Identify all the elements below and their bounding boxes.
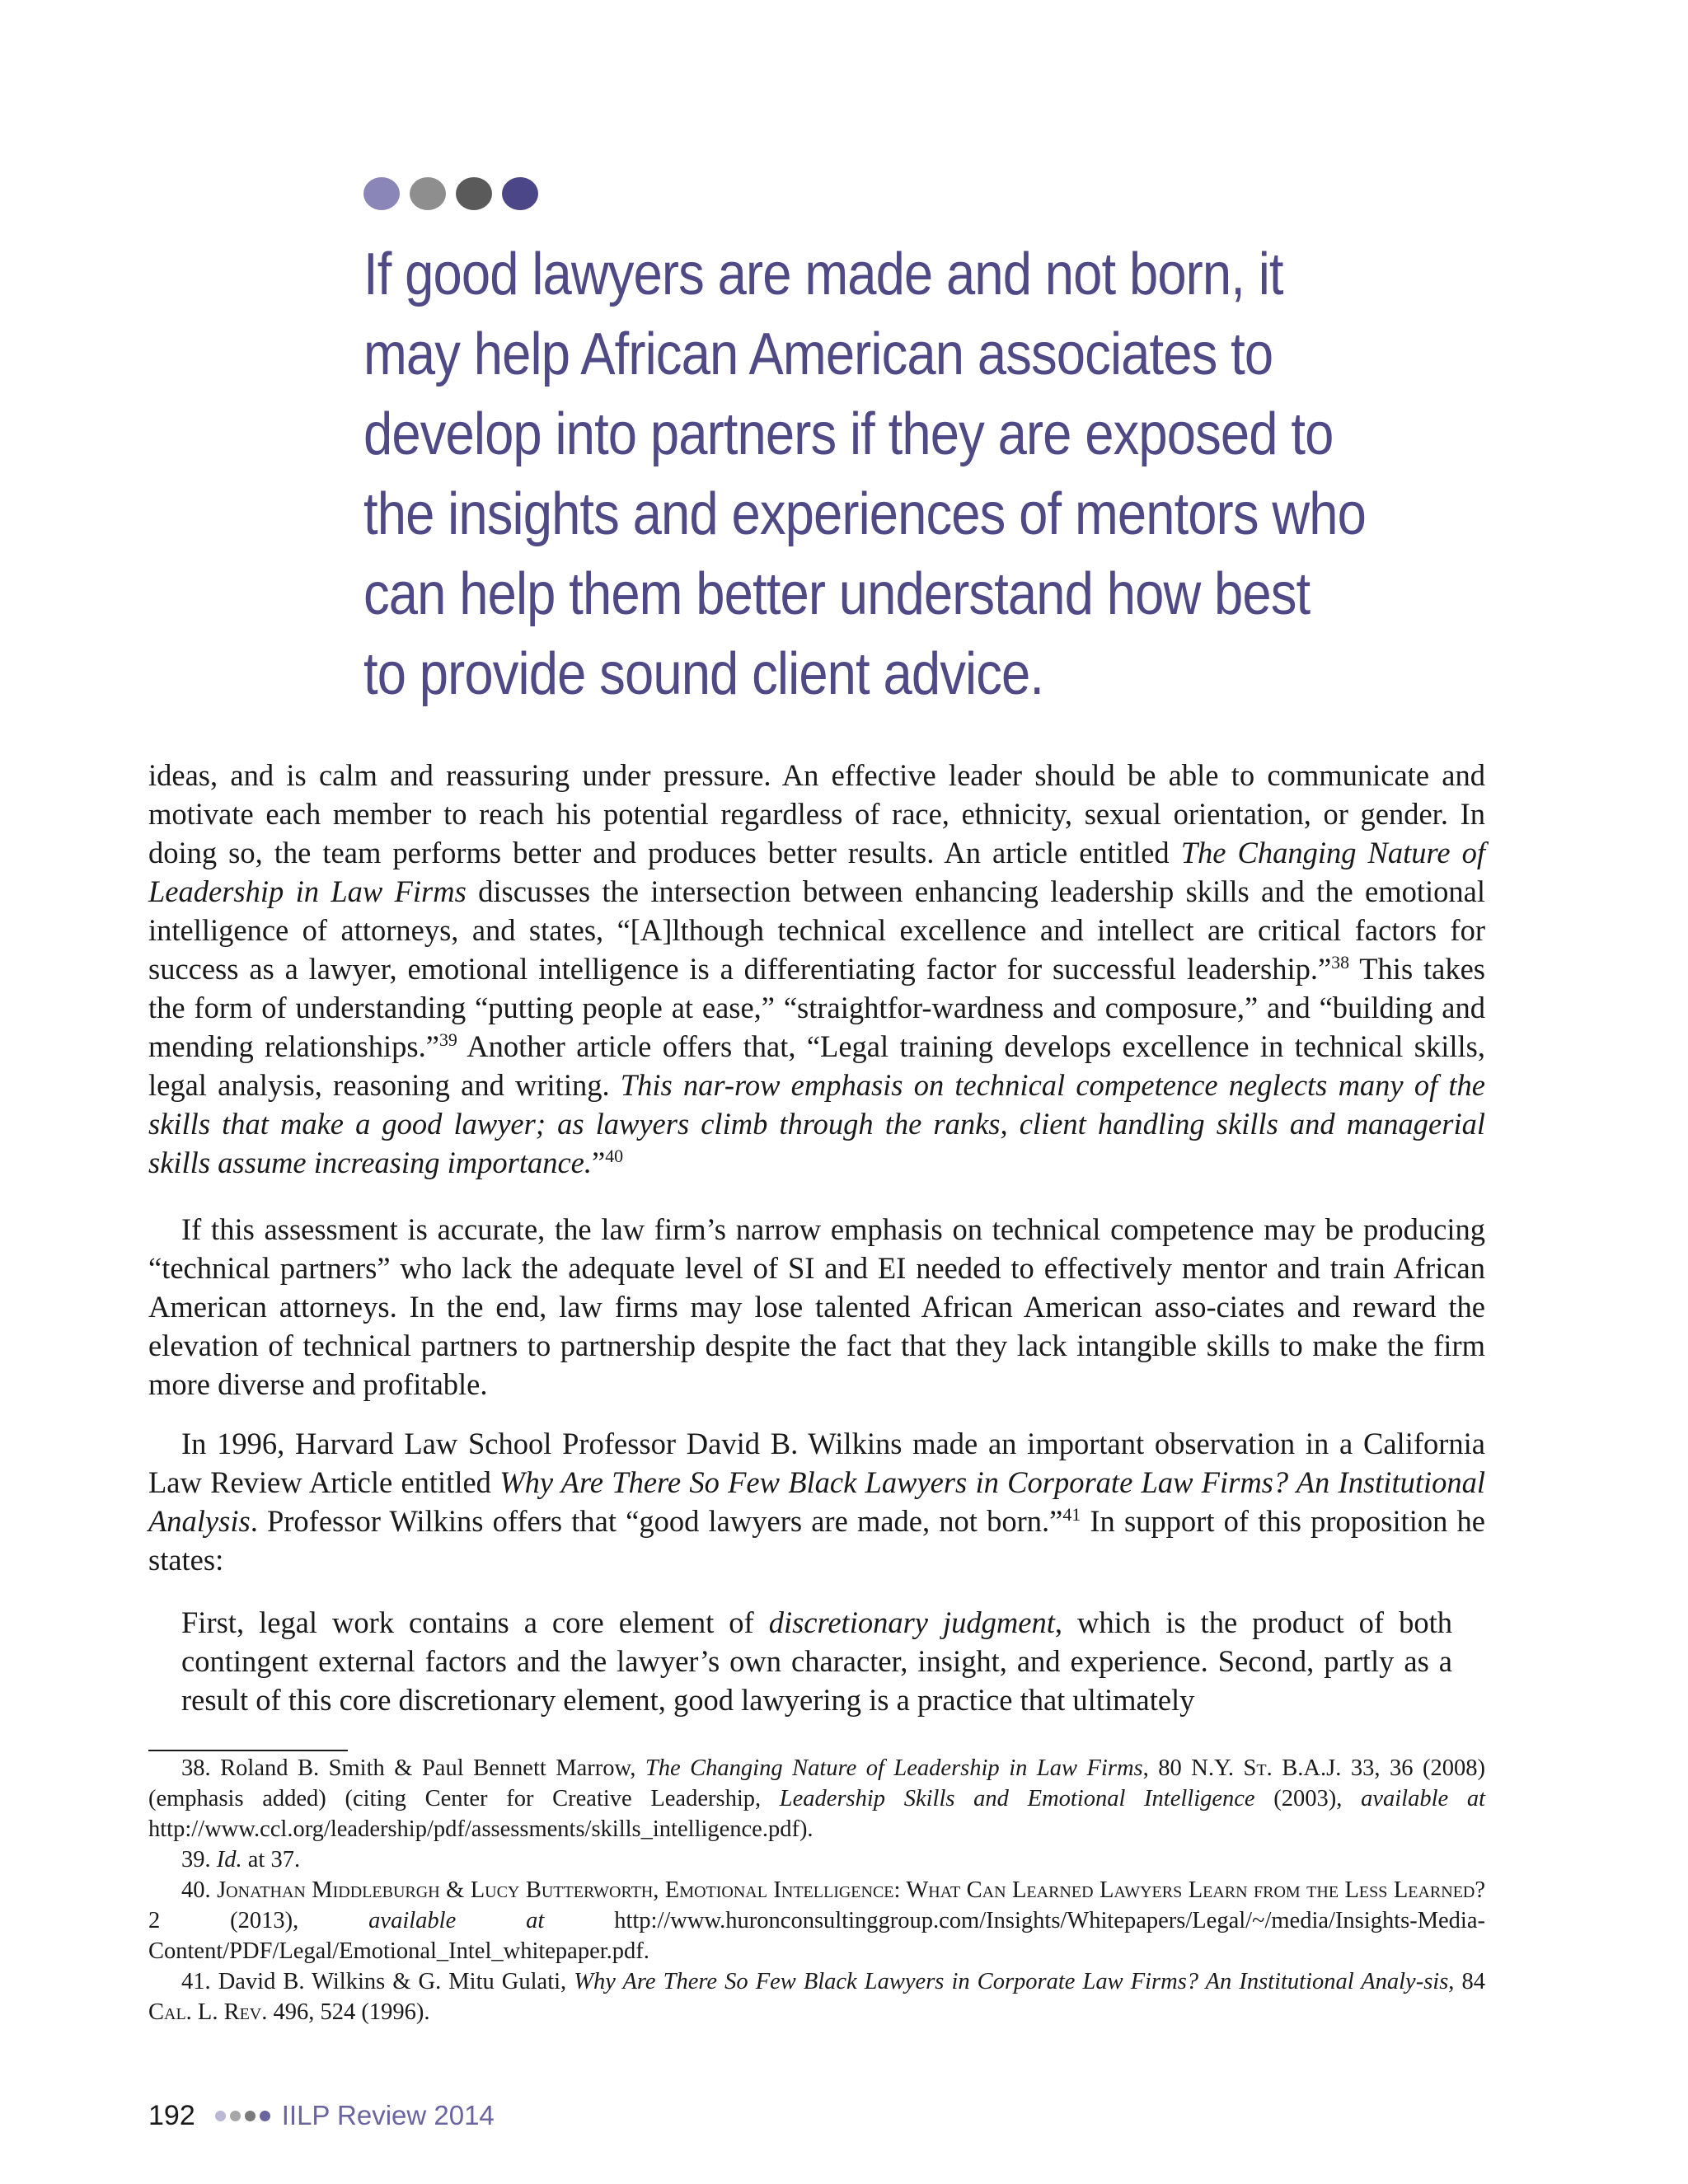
dot-icon [260, 2111, 270, 2121]
pull-quote-line: If good lawyers are made and not born, it [363, 241, 1283, 307]
pull-quote-line: to provide sound client advice. [363, 641, 1044, 707]
paragraph-text: If this assessment is accurate, the law firm’s narrow emphasis on technical competence may be producing “technical partners” who lack the adequate level of SI and EI needed to effectively mentor and train African American attorneys. In the end, law firms may lose talented African American asso-ciates and reward the elevation of technical partners to partnership despite the fact that they lack intangible skills to make the firm more diverse and profitable. [148, 1212, 1485, 1401]
text-run: , 80 N.Y. [1142, 1755, 1244, 1781]
footnote-ref: 41 [1062, 1503, 1081, 1525]
text-run: 41. David B. Wilkins & G. Mitu Gulati, [181, 1969, 574, 1994]
footnote-ref: 38 [1331, 951, 1350, 972]
text-run: First, legal work contains a core element of [181, 1605, 769, 1639]
pull-quote-line: may help African American associates to [363, 321, 1273, 387]
citation-title: Leadership Skills and Emotional Intelligence [779, 1786, 1255, 1811]
footnotes [148, 1753, 1485, 2027]
article-title: Why Are There So Few Black Lawyers in Corporate Law Firms? An Institutional Analysis [148, 1465, 1486, 1538]
text-run: . B.A.J. 33, 36 (2008) (emphasis added) (citing Center for Creative Leadership, [148, 1755, 1485, 1811]
text-run: 38. Roland B. Smith & Paul Bennett Marrow, [181, 1755, 645, 1781]
body-paragraph-3 [148, 1424, 1485, 1579]
dot-icon [502, 177, 538, 210]
text-run: This takes the form of understanding “putting people at ease,” “straightfor-wardness and composure,” and “building and mending relationships.” [148, 952, 1485, 1063]
footer-dots [215, 2111, 270, 2121]
citation-title: Why Are There So Few Black Lawyers in Corporate Law Firms? An Institutional Analy-sis [574, 1969, 1449, 1994]
url-text: http://www.ccl.org/leadership/pdf/assessments/skills_intelligence.pdf). [148, 1816, 814, 1842]
text-run: 496, 524 (1996). [267, 1999, 430, 2025]
page-number: 192 [148, 2099, 195, 2131]
text-run: . Professor Wilkins offers that “good lawyers are made, not born.” [250, 1504, 1063, 1538]
small-caps-text: St [1243, 1755, 1267, 1781]
publication-title: IILP Review 2014 [281, 2100, 495, 2130]
text-run: , which is the product of both contingent external factors and the lawyer’s own character, insight, and experience. Second, partly as a result of this core discretionary element, good lawyering is a practice that ultimately [181, 1605, 1452, 1717]
text-run: ” [591, 1146, 606, 1179]
emphasized-quote: This nar-row emphasis on technical competence neglects many of the skills that make a good lawyer; as lawyers climb through the ranks, client handling skills and managerial skills assume increasing importance. [148, 1068, 1486, 1179]
block-quote [181, 1603, 1452, 1719]
text-run: (2003), [1254, 1786, 1362, 1811]
text-run: In support of this proposition he states: [148, 1504, 1486, 1577]
article-title: The Changing Nature of Leadership in Law Firms [148, 836, 1485, 908]
page-footer [148, 2097, 495, 2134]
body-paragraph-2 [148, 1210, 1485, 1404]
text-run: discusses the intersection between enhancing leadership skills and the emotional intelligence of attorneys, and states, “[A]lthough technical excellence and intellect are critical factors for success as a lawyer, emotional intelligence is a differentiating factor for successful leadership.” [148, 874, 1485, 986]
dot-icon [230, 2111, 241, 2121]
text-run: 2 (2013), [148, 1908, 369, 1933]
dot-icon [363, 177, 400, 210]
footnote-40 [148, 1875, 1485, 1966]
footnote-38 [148, 1753, 1485, 1844]
text-run: 39. [181, 1847, 217, 1872]
text-run: , 84 [1448, 1969, 1485, 1994]
signal-text: available at [1361, 1786, 1485, 1811]
dot-icon [245, 2111, 256, 2121]
pull-quote-line: develop into partners if they are exposed to [363, 401, 1334, 467]
small-caps-text: Cal. L. Rev. [148, 1999, 268, 2025]
text-run: 40. [181, 1877, 218, 1903]
footnote-ref: 40 [605, 1145, 624, 1166]
text-run: In 1996, Harvard Law School Professor David B. Wilkins made an important observation in a California Law Review Article entitled [148, 1427, 1485, 1499]
footnote-41 [148, 1966, 1485, 2027]
footnote-ref: 39 [438, 1029, 457, 1050]
footnote-39 [148, 1844, 1485, 1875]
emphasized-term: discretionary judgment [768, 1605, 1055, 1639]
signal-text: Id. [216, 1847, 242, 1872]
pull-quote [363, 235, 1366, 715]
text-run: ideas, and is calm and reassuring under pressure. An effective leader should be able to communicate and motivate each member to reach his potential regardless of race, ethnicity, sexual orientation, or gender. In doing so, the team performs better and produces better results. An article entitled [148, 758, 1485, 869]
pull-quote-line: can help them better understand how best [363, 561, 1311, 627]
body-paragraph-1 [148, 756, 1485, 1182]
dot-icon [410, 177, 446, 210]
pull-quote-line: the insights and experiences of mentors who [363, 481, 1366, 547]
url-text: http://www.huronconsultinggroup.com/Insights/Whitepapers/Legal/~/media/Insights-Media-Content/PDF/Legal/Emotional_Intel_whitepaper.pdf. [148, 1908, 1485, 1964]
small-caps-text: Jonathan Middleburgh & Lucy Butterworth, Emotional Intelligence: What Can Learned Lawyers Learn from the Less Learned? [217, 1877, 1486, 1903]
citation-title: The Changing Nature of Leadership in Law Firms [645, 1755, 1143, 1781]
footnote-divider [148, 1750, 348, 1751]
dot-icon [456, 177, 492, 210]
text-run: at 37. [241, 1847, 301, 1872]
signal-text: available at [368, 1908, 545, 1933]
dot-icon [215, 2111, 226, 2121]
decorative-dots [363, 177, 538, 213]
text-run: Another article offers that, “Legal training develops excellence in technical skills, legal analysis, reasoning and writing. [148, 1029, 1485, 1102]
